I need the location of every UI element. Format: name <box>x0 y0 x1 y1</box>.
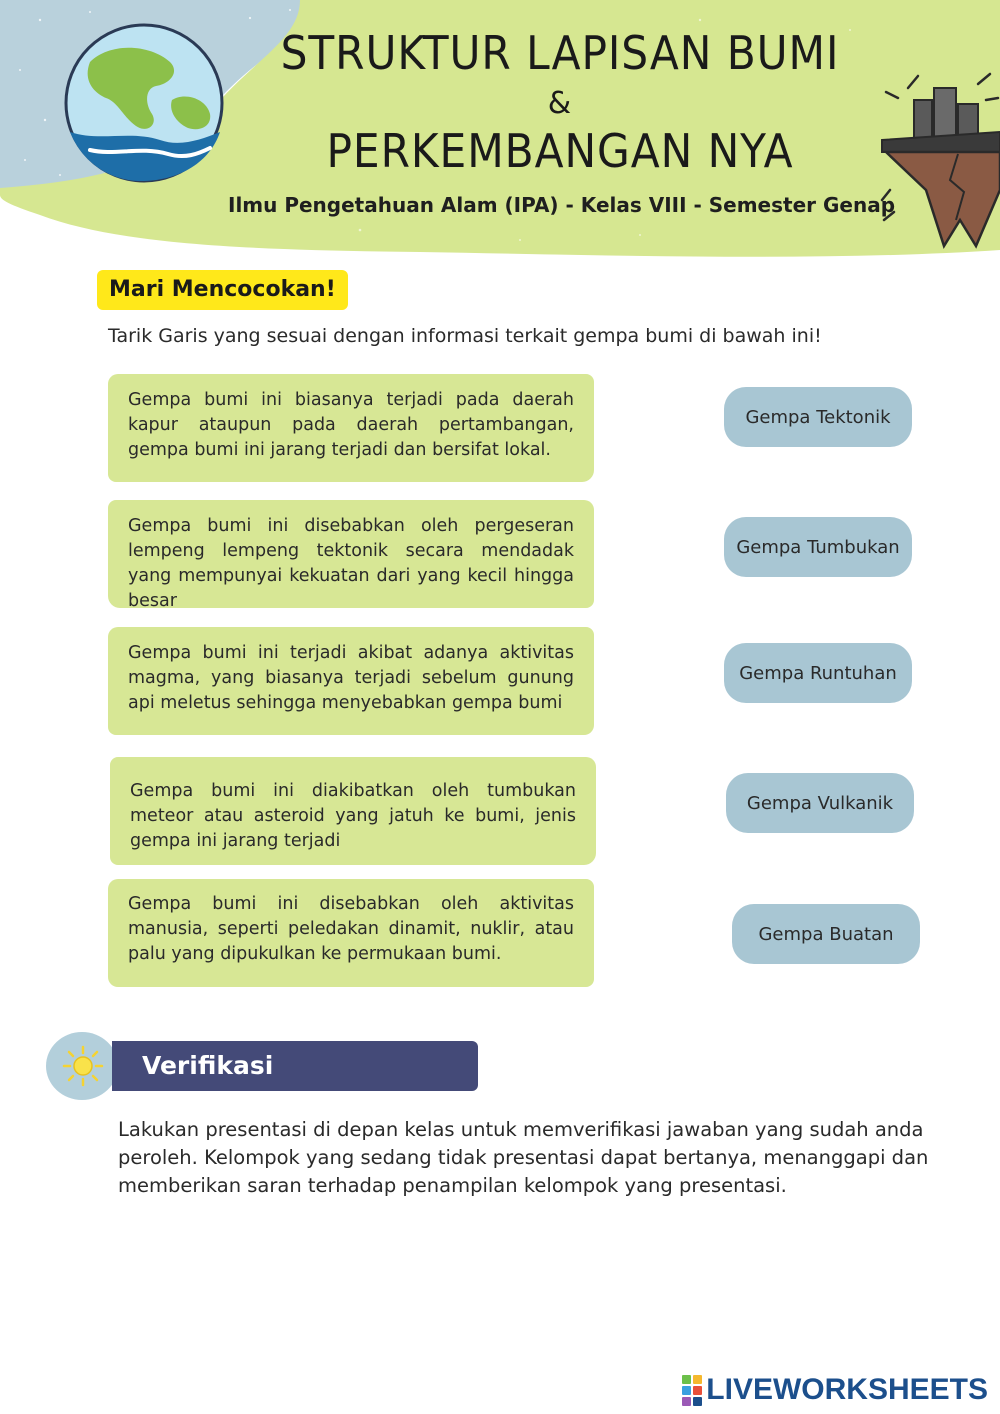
page-title-ampersand: & <box>547 86 573 121</box>
answer-pill-4[interactable]: Gempa Vulkanik <box>726 773 914 833</box>
page-title-line-1: STRUKTUR LAPISAN BUMI <box>280 26 840 80</box>
verification-text: Lakukan presentasi di depan kelas untuk memverifikasi jawaban yang sudah anda peroleh. Kelompok yang sedang tidak presentasi dapat bertanya, menanggapi dan memberikan saran terhadap penampilan kelompok yang presentasi. <box>118 1118 929 1197</box>
liveworksheets-logo[interactable] <box>682 1374 988 1406</box>
description-card-1[interactable]: Gempa bumi ini biasanya terjadi pada daerah kapur ataupun pada daerah pertambangan, gempa bumi ini jarang terjadi dan bersifat lokal. <box>108 374 594 482</box>
answer-pill-2[interactable]: Gempa Tumbukan <box>724 517 912 577</box>
answer-pill-1[interactable]: Gempa Tektonik <box>724 387 912 447</box>
description-card-3[interactable]: Gempa bumi ini terjadi akibat adanya aktivitas magma, yang biasanya terjadi sebelum gunung api meletus sehingga menyebabkan gempa bumi <box>108 627 594 735</box>
description-card-4[interactable]: Gempa bumi ini diakibatkan oleh tumbukan meteor atau asteroid yang jatuh ke bumi, jenis gempa ini jarang terjadi <box>110 757 596 865</box>
verification-title: Verifikasi <box>142 1051 274 1080</box>
answer-pill-5[interactable]: Gempa Buatan <box>732 904 920 964</box>
page-title-line-2: PERKEMBANGAN NYA <box>326 124 794 178</box>
logo-text: LIVEWORKSHEETS <box>706 1373 988 1406</box>
description-card-5[interactable]: Gempa bumi ini disebabkan oleh aktivitas manusia, seperti peledakan dinamit, nuklir, atau palu yang dipukulkan ke permukaan bumi. <box>108 879 594 987</box>
page-subtitle: Ilmu Pengetahuan Alam (IPA) - Kelas VIII - Semester Genap <box>228 193 896 217</box>
answer-pill-3[interactable]: Gempa Runtuhan <box>724 643 912 703</box>
logo-squares-icon <box>682 1375 702 1406</box>
activity-badge: Mari Mencocokan! <box>97 270 348 310</box>
description-card-2[interactable]: Gempa bumi ini disebabkan oleh pergeseran lempeng lempeng tektonik secara mendadak yang mempunyai kekuatan dari yang kecil hingga besar <box>108 500 594 608</box>
activity-instruction: Tarik Garis yang sesuai dengan informasi terkait gempa bumi di bawah ini! <box>108 325 822 347</box>
sun-icon <box>62 1045 104 1087</box>
